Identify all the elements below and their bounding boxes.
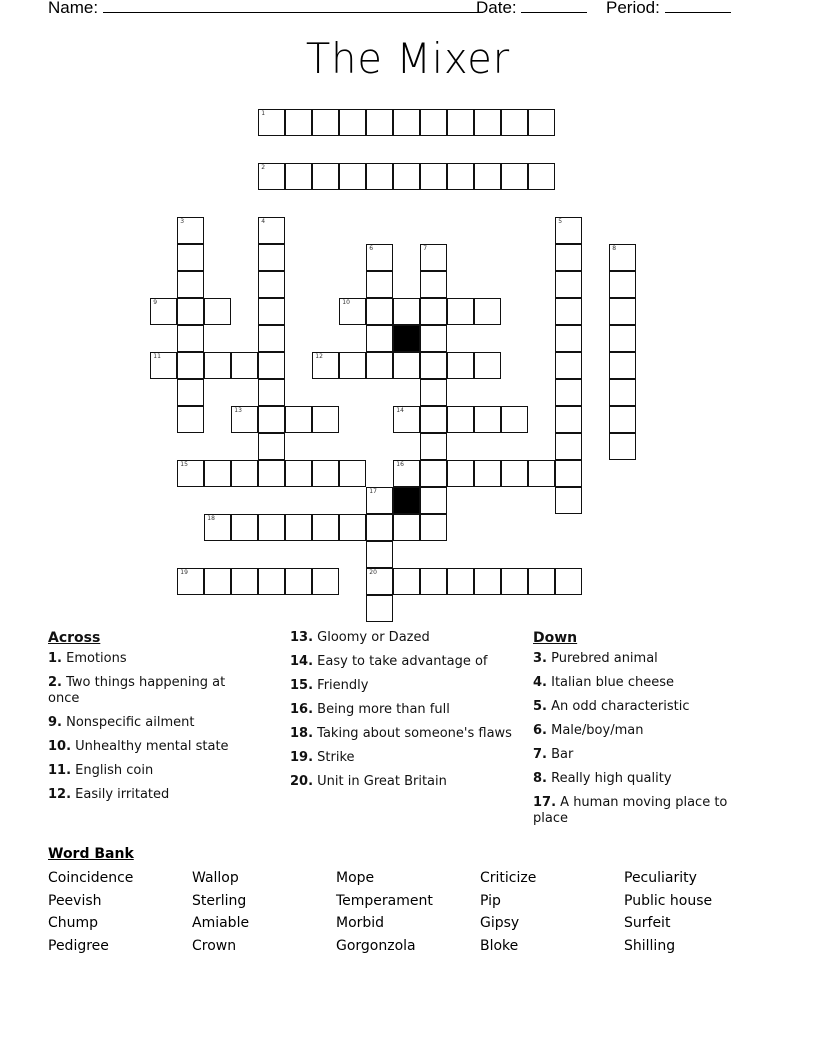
grid-cell[interactable] — [204, 568, 231, 595]
clue-text: A human moving place to place — [533, 795, 728, 826]
puzzle-title: The Mixer — [305, 34, 511, 83]
grid-cell[interactable] — [447, 163, 474, 190]
grid-cell[interactable] — [150, 298, 177, 325]
clue-number-label: 9. — [48, 715, 62, 730]
word-bank-word: Chump — [48, 915, 99, 931]
clue-number-label: 10. — [48, 739, 72, 754]
grid-cell[interactable] — [258, 217, 285, 244]
grid-cell[interactable] — [393, 163, 420, 190]
grid-cell[interactable] — [474, 352, 501, 379]
clue-number: 8 — [612, 245, 617, 253]
word-bank-word: Pedigree — [48, 937, 109, 954]
clue-number: 14 — [396, 407, 404, 415]
grid-cell[interactable] — [501, 460, 528, 487]
grid-cell[interactable] — [420, 487, 447, 514]
grid-cell[interactable] — [501, 109, 528, 136]
grid-cell[interactable] — [420, 244, 447, 271]
grid-cell[interactable] — [231, 406, 258, 433]
grid-cell[interactable] — [555, 217, 582, 244]
grid-cell[interactable] — [555, 298, 582, 325]
clue — [533, 651, 743, 667]
grid-cell[interactable] — [393, 298, 420, 325]
clue — [290, 630, 515, 646]
word-bank-column — [192, 867, 249, 957]
clue-number-label: 15. — [290, 678, 314, 693]
clue — [290, 726, 515, 742]
word-bank-column — [336, 867, 433, 957]
grid-cell[interactable] — [204, 514, 231, 541]
clue — [533, 771, 743, 787]
grid-cell[interactable] — [312, 514, 339, 541]
word-bank-column — [624, 867, 712, 957]
clue — [48, 763, 248, 779]
clue-text: Unit in Great Britain — [317, 774, 447, 789]
word-bank-column — [480, 867, 536, 957]
grid-cell[interactable] — [258, 379, 285, 406]
grid-cell[interactable] — [555, 487, 582, 514]
clue-text: Really high quality — [551, 771, 672, 786]
clue-number-label: 6. — [533, 723, 547, 738]
grid-cell[interactable] — [555, 325, 582, 352]
clue — [533, 747, 743, 763]
grid-cell[interactable] — [258, 406, 285, 433]
black-cell — [393, 325, 420, 352]
grid-cell[interactable] — [312, 568, 339, 595]
clue — [290, 774, 515, 790]
clue-text: Friendly — [317, 678, 369, 693]
grid-cell[interactable] — [393, 568, 420, 595]
word-bank-word: Temperament — [336, 892, 433, 909]
grid-cell[interactable] — [177, 406, 204, 433]
grid-cell[interactable] — [366, 541, 393, 568]
clue-number: 3 — [180, 218, 185, 226]
grid-cell[interactable] — [339, 298, 366, 325]
word-bank-word: Peculiarity — [624, 870, 697, 886]
grid-cell[interactable] — [555, 406, 582, 433]
across-clues — [48, 630, 248, 811]
clue-text: Purebred animal — [551, 651, 658, 666]
grid-cell[interactable] — [420, 406, 447, 433]
clue — [290, 678, 515, 694]
grid-cell[interactable] — [312, 109, 339, 136]
grid-cell[interactable] — [366, 352, 393, 379]
across-heading: Across — [48, 630, 101, 646]
word-bank-column — [48, 867, 133, 957]
clue-number: 17 — [369, 488, 377, 496]
clue-text: Emotions — [66, 651, 127, 666]
word-bank-word: Bloke — [480, 937, 519, 954]
grid-cell[interactable] — [555, 352, 582, 379]
grid-cell[interactable] — [420, 109, 447, 136]
grid-cell[interactable] — [285, 109, 312, 136]
clue-number: 20 — [369, 569, 377, 577]
grid-cell[interactable] — [474, 568, 501, 595]
grid-cell[interactable] — [474, 163, 501, 190]
word-bank-word: Peevish — [48, 892, 102, 909]
grid-cell[interactable] — [177, 352, 204, 379]
word-bank-word: Gorgonzola — [336, 937, 416, 954]
grid-cell[interactable] — [501, 568, 528, 595]
clue-number: 7 — [423, 245, 428, 253]
clue-number-label: 14. — [290, 654, 314, 669]
grid-cell[interactable] — [420, 433, 447, 460]
grid-cell[interactable] — [177, 460, 204, 487]
grid-cell[interactable] — [366, 244, 393, 271]
clue-number-label: 8. — [533, 771, 547, 786]
grid-cell[interactable] — [420, 352, 447, 379]
grid-cell[interactable] — [609, 406, 636, 433]
word-bank-word: Surfeit — [624, 915, 671, 931]
grid-cell[interactable] — [177, 271, 204, 298]
clue-number-label: 13. — [290, 630, 314, 645]
grid-cell[interactable] — [258, 433, 285, 460]
clue-text: Being more than full — [317, 702, 450, 717]
grid-cell[interactable] — [312, 352, 339, 379]
clue-text: Unhealthy mental state — [75, 739, 229, 754]
clue-number-label: 4. — [533, 675, 547, 690]
grid-cell[interactable] — [474, 460, 501, 487]
clue-number: 18 — [207, 515, 215, 523]
grid-cell[interactable] — [258, 109, 285, 136]
grid-cell[interactable] — [231, 460, 258, 487]
clue-number: 12 — [315, 353, 323, 361]
grid-cell[interactable] — [393, 352, 420, 379]
clue-text: Easily irritated — [75, 787, 170, 802]
grid-cell[interactable] — [420, 298, 447, 325]
grid-cell[interactable] — [366, 568, 393, 595]
clue-text: Nonspecific ailment — [66, 715, 195, 730]
grid-cell[interactable] — [258, 325, 285, 352]
clue-text: An odd characteristic — [551, 699, 690, 714]
word-bank-word: Crown — [192, 937, 237, 954]
grid-cell[interactable] — [177, 568, 204, 595]
grid-cell[interactable] — [366, 271, 393, 298]
grid-cell[interactable] — [177, 244, 204, 271]
grid-cell[interactable] — [204, 352, 231, 379]
grid-cell[interactable] — [555, 433, 582, 460]
grid-cell[interactable] — [285, 568, 312, 595]
grid-cell[interactable] — [393, 460, 420, 487]
clue-number: 1 — [261, 110, 266, 118]
word-bank-word: Public house — [624, 892, 713, 909]
clue — [290, 750, 515, 766]
clue — [48, 675, 248, 707]
grid-cell[interactable] — [420, 163, 447, 190]
grid-cell[interactable] — [420, 379, 447, 406]
grid-cell[interactable] — [609, 379, 636, 406]
clue-number-label: 19. — [290, 750, 314, 765]
grid-cell[interactable] — [555, 379, 582, 406]
clue-text: Taking about someone's flaws — [317, 726, 512, 741]
grid-cell[interactable] — [258, 568, 285, 595]
grid-cell[interactable] — [420, 325, 447, 352]
grid-cell[interactable] — [528, 163, 555, 190]
grid-cell[interactable] — [312, 460, 339, 487]
clue — [290, 702, 515, 718]
grid-cell[interactable] — [393, 109, 420, 136]
clue-number-label: 17. — [533, 795, 557, 810]
clue — [533, 723, 743, 739]
clue-number: 10 — [342, 299, 350, 307]
word-bank-word: Mope — [336, 870, 375, 886]
grid-cell[interactable] — [204, 298, 231, 325]
word-bank-heading: Word Bank — [48, 846, 134, 862]
grid-cell[interactable] — [447, 568, 474, 595]
clue-number: 5 — [558, 218, 563, 226]
grid-cell[interactable] — [285, 460, 312, 487]
grid-cell[interactable] — [609, 298, 636, 325]
down-clues — [533, 630, 743, 835]
grid-cell[interactable] — [312, 406, 339, 433]
clue — [48, 715, 248, 731]
grid-cell[interactable] — [528, 109, 555, 136]
grid-cell[interactable] — [528, 568, 555, 595]
grid-cell[interactable] — [258, 298, 285, 325]
grid-cell[interactable] — [366, 595, 393, 622]
grid-cell[interactable] — [285, 163, 312, 190]
word-bank-word: Gipsy — [480, 915, 520, 931]
grid-cell[interactable] — [366, 514, 393, 541]
clue-text: Two things happening at once — [48, 675, 226, 706]
clue-text: Italian blue cheese — [551, 675, 674, 690]
grid-cell[interactable] — [420, 568, 447, 595]
clue-number: 6 — [369, 245, 374, 253]
grid-cell[interactable] — [609, 433, 636, 460]
grid-cell[interactable] — [258, 352, 285, 379]
grid-cell[interactable] — [474, 109, 501, 136]
clue-text: Strike — [317, 750, 355, 765]
grid-cell[interactable] — [258, 514, 285, 541]
grid-cell[interactable] — [609, 271, 636, 298]
grid-cell[interactable] — [258, 460, 285, 487]
word-bank-word: Coincidence — [48, 870, 134, 886]
grid-cell[interactable] — [150, 352, 177, 379]
grid-cell[interactable] — [285, 514, 312, 541]
clue — [533, 795, 743, 827]
grid-cell[interactable] — [177, 325, 204, 352]
clue-number-label: 18. — [290, 726, 314, 741]
clue-number: 2 — [261, 164, 266, 172]
clue-number-label: 16. — [290, 702, 314, 717]
grid-cell[interactable] — [204, 460, 231, 487]
grid-cell[interactable] — [420, 514, 447, 541]
grid-cell[interactable] — [366, 109, 393, 136]
clue-number: 19 — [180, 569, 188, 577]
grid-cell[interactable] — [501, 406, 528, 433]
clue-number-label: 12. — [48, 787, 72, 802]
clue — [533, 675, 743, 691]
grid-cell[interactable] — [420, 271, 447, 298]
word-bank-word: Amiable — [192, 915, 250, 931]
grid-cell[interactable] — [312, 163, 339, 190]
clue-text: Easy to take advantage of — [317, 654, 488, 669]
grid-cell[interactable] — [177, 217, 204, 244]
clue-number-label: 3. — [533, 651, 547, 666]
clue-number-label: 20. — [290, 774, 314, 789]
grid-cell[interactable] — [366, 163, 393, 190]
grid-cell[interactable] — [339, 514, 366, 541]
clue-number-label: 11. — [48, 763, 72, 778]
grid-cell[interactable] — [258, 163, 285, 190]
word-bank-word: Sterling — [192, 892, 247, 909]
grid-cell[interactable] — [339, 109, 366, 136]
clue-number-label: 1. — [48, 651, 62, 666]
word-bank-word: Pip — [480, 892, 501, 909]
period-label: Period: — [606, 0, 660, 17]
grid-cell[interactable] — [366, 487, 393, 514]
clue-number: 11 — [153, 353, 161, 361]
grid-cell[interactable] — [609, 325, 636, 352]
across-clues-continued — [290, 630, 515, 798]
word-bank-word: Morbid — [336, 915, 385, 931]
clue-number-label: 5. — [533, 699, 547, 714]
clue — [290, 654, 515, 670]
grid-cell[interactable] — [555, 271, 582, 298]
grid-cell[interactable] — [447, 109, 474, 136]
grid-cell[interactable] — [609, 352, 636, 379]
name-label: Name: — [48, 0, 99, 17]
clue-number-label: 2. — [48, 675, 62, 690]
grid-cell[interactable] — [447, 406, 474, 433]
word-bank-word: Criticize — [480, 870, 537, 886]
clue-text: Bar — [551, 747, 574, 762]
word-bank-word: Wallop — [192, 870, 239, 886]
black-cell — [393, 487, 420, 514]
grid-cell[interactable] — [447, 460, 474, 487]
grid-cell[interactable] — [501, 163, 528, 190]
grid-cell[interactable] — [258, 271, 285, 298]
grid-cell[interactable] — [231, 568, 258, 595]
grid-cell[interactable] — [420, 460, 447, 487]
grid-cell[interactable] — [366, 298, 393, 325]
down-heading: Down — [533, 630, 578, 646]
clue — [48, 787, 248, 803]
date-label: Date: — [476, 0, 517, 17]
grid-cell[interactable] — [447, 298, 474, 325]
clue-number: 16 — [396, 461, 404, 469]
clue-number-label: 7. — [533, 747, 547, 762]
clue-number: 15 — [180, 461, 188, 469]
grid-cell[interactable] — [366, 325, 393, 352]
grid-cell[interactable] — [393, 514, 420, 541]
grid-cell[interactable] — [555, 244, 582, 271]
grid-cell[interactable] — [258, 244, 285, 271]
clue — [48, 651, 248, 667]
clue — [533, 699, 743, 715]
clue-text: Male/boy/man — [551, 723, 644, 738]
grid-cell[interactable] — [474, 298, 501, 325]
grid-cell[interactable] — [339, 163, 366, 190]
grid-cell[interactable] — [393, 406, 420, 433]
grid-cell[interactable] — [177, 379, 204, 406]
clue — [48, 739, 248, 755]
grid-cell[interactable] — [177, 298, 204, 325]
grid-cell[interactable] — [609, 244, 636, 271]
clue-text: English coin — [75, 763, 154, 778]
grid-cell[interactable] — [339, 460, 366, 487]
grid-cell[interactable] — [339, 352, 366, 379]
clue-number: 4 — [261, 218, 266, 226]
grid-cell[interactable] — [555, 460, 582, 487]
word-bank-word: Shilling — [624, 937, 676, 954]
clue-number: 9 — [153, 299, 158, 307]
grid-cell[interactable] — [528, 460, 555, 487]
clue-number: 13 — [234, 407, 242, 415]
grid-cell[interactable] — [285, 406, 312, 433]
grid-cell[interactable] — [474, 406, 501, 433]
clue-text: Gloomy or Dazed — [317, 630, 430, 645]
grid-cell[interactable] — [555, 568, 582, 595]
grid-cell[interactable] — [447, 352, 474, 379]
grid-cell[interactable] — [231, 352, 258, 379]
grid-cell[interactable] — [231, 514, 258, 541]
